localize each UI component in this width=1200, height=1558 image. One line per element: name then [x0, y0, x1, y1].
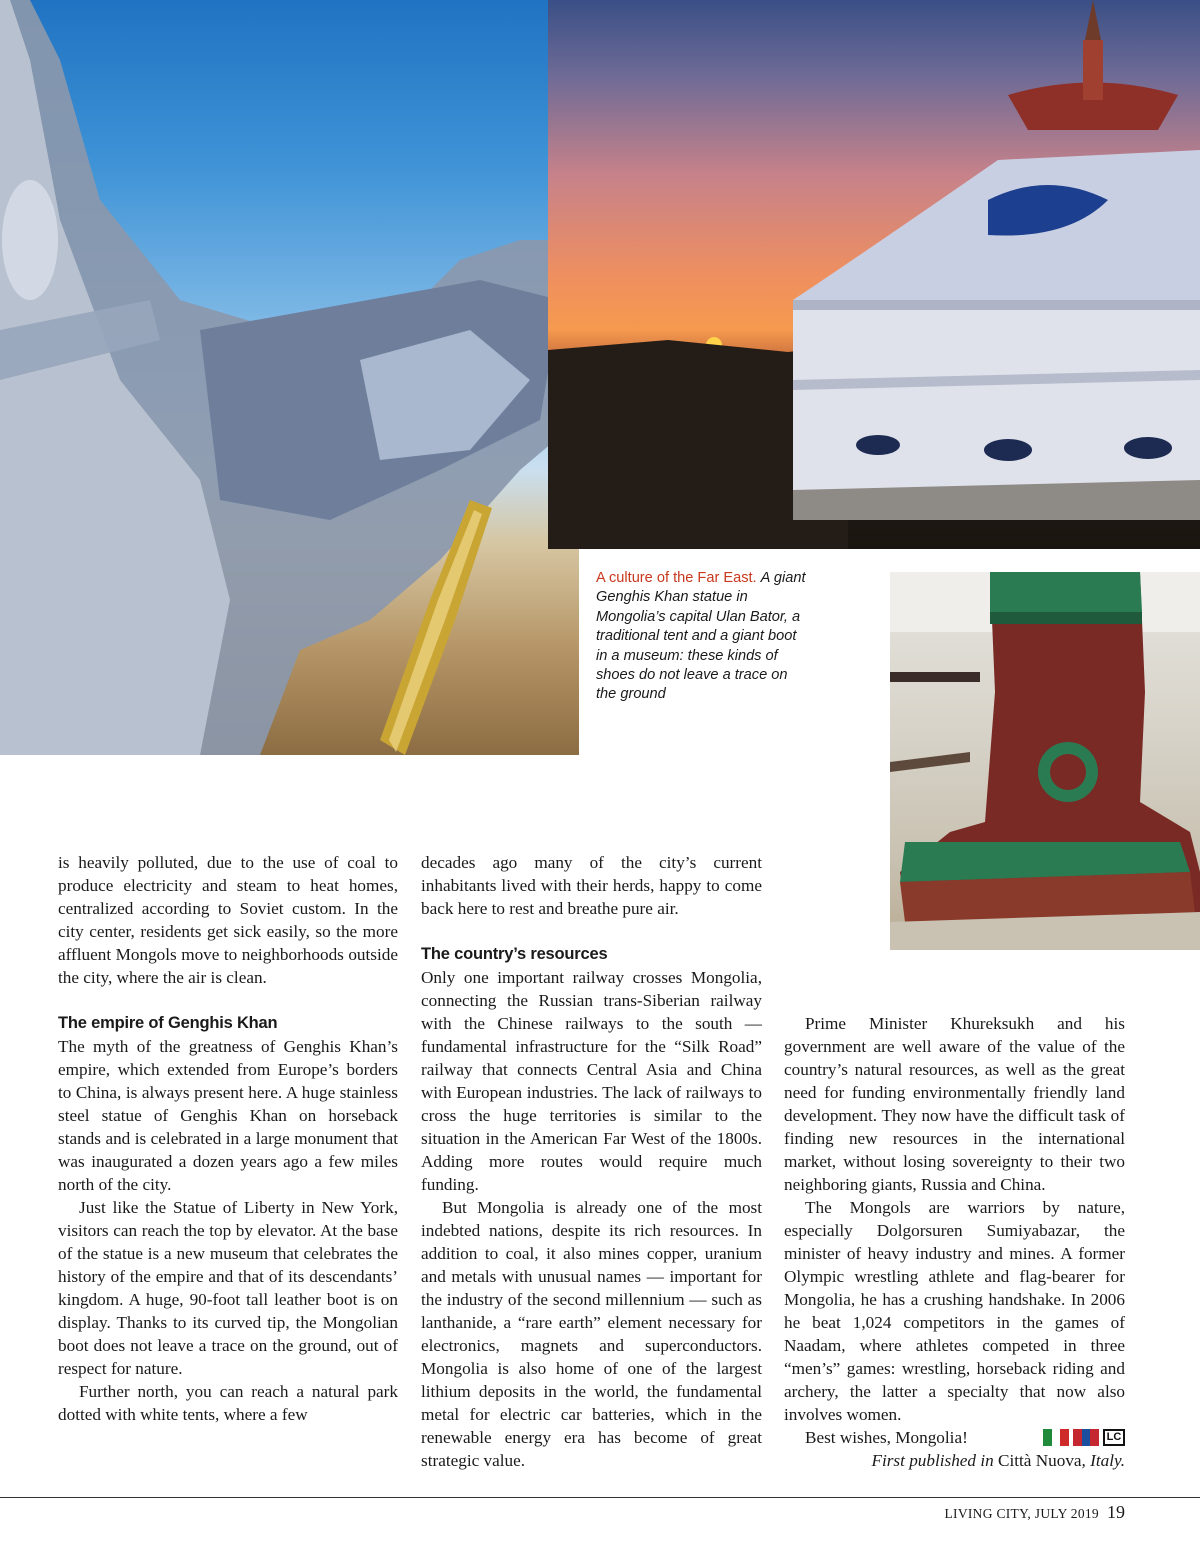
text-column-1: [58, 851, 398, 1426]
boot-photo: [890, 572, 1200, 950]
living-city-logo-icon: LC: [1103, 1429, 1125, 1446]
section-heading: The empire of Genghis Khan: [58, 1014, 278, 1032]
paragraph: Only one important railway crosses Mongolia, connecting the Russian trans-Siberian railway with the Chinese railways to the south — fundamental infrastructure for the “Silk Road” railway that connects Central Asia and China with European industries. The lack of railways to cross the huge territories is similar to the situation in the American Far West of the 1800s. Adding more routes would require much funding.: [421, 968, 762, 1194]
text-column-3: [784, 1012, 1125, 1472]
ger-illustration: [548, 0, 1200, 549]
caption-text: A giant Genghis Khan statue in Mongolia’s capital Ulan Bator, a traditional tent and a giant boot in a museum: these kinds of shoes do not leave a trace on the ground: [596, 570, 806, 703]
paragraph: But Mongolia is already one of the most indebted nations, despite its rich resources. In addition to coal, it also mines copper, uranium and metals with unusual names — important for the industry of the second millennium — such as lanthanide, a “rare earth” element necessary for electronics, magnets and superconductors. Mongolia is also home of one of the largest lithium deposits in the world, the fundamental metal for electric car batteries, which in the renewable energy era has become of great strategic value.: [421, 1198, 762, 1470]
paragraph: is heavily polluted, due to the use of coal to produce electricity and steam to heat homes, centralized according to Soviet custom. In the city center, residents get sick easily, so the more affluent Mongols move to neighborhoods outside the city, where the air is clean.: [58, 853, 398, 987]
paragraph: The Mongols are warriors by nature, especially Dolgorsuren Sumiyabazar, the minister of heavy industry and mines. A former Olympic wrestling athlete and flag-bearer for Mongolia, he has a crushing handshake. In 2006 he beat 1,024 competitors in the games of Naadam, where athletes competed in three “men’s” games: wrestling, horseback riding and archery, the latter a specialty that now also involves women.: [784, 1198, 1125, 1424]
paragraph: Prime Minister Khureksukh and his government are well aware of the value of the country’s natural resources, as well as the great need for funding environmentally friendly land development. They now have the difficult task of finding new resources in the international market, without losing sovereignty to their two neighboring giants, Russia and China.: [784, 1014, 1125, 1194]
mongolia-flag-icon: [1073, 1429, 1099, 1446]
paragraph: Just like the Statue of Liberty in New York, visitors can reach the top by elevator. At the base of the statue is a new museum that celebrates the history of the empire and that of its descendants’ kingdom. A huge, 90-foot tall leather boot is on display. Thanks to its curved tip, the Mongolian boot does not leave a trace on the ground, out of respect for nature.: [58, 1198, 398, 1378]
ger-photo: [548, 0, 1200, 549]
paragraph: decades ago many of the city’s current inhabitants lived with their herds, happy to come back here to rest and breathe pure air.: [421, 853, 762, 918]
statue-illustration: [0, 0, 579, 755]
signoff-text: Best wishes, Mongolia!: [805, 1428, 968, 1447]
photo-caption: [596, 569, 806, 705]
section-heading: The country’s resources: [421, 945, 608, 963]
flags-group: [1043, 1429, 1125, 1446]
magazine-issue: LIVING CITY, JULY 2019: [944, 1506, 1099, 1521]
page-number: 19: [1107, 1502, 1125, 1522]
paragraph: The myth of the greatness of Genghis Khan’s empire, which extended from Europe’s borders to China, is always present here. A huge stainless steel statue of Genghis Khan on horseback stands and is celebrated in a large monument that was inaugurated a dozen years ago a few miles north of the city.: [58, 1037, 398, 1194]
signoff-row: [784, 1426, 1125, 1449]
first-published-source: Città Nuova: [998, 1451, 1082, 1470]
first-published-suffix: , Italy.: [1081, 1451, 1125, 1470]
text-column-2: [421, 851, 762, 1472]
caption-lead: A culture of the Far East.: [596, 570, 757, 586]
footer-rule: [0, 1497, 1200, 1498]
boot-illustration: [890, 572, 1200, 950]
italy-flag-icon: [1043, 1429, 1069, 1446]
statue-photo: [0, 0, 579, 755]
paragraph: Further north, you can reach a natural park dotted with white tents, where a few: [58, 1382, 398, 1424]
first-published-note: [784, 1449, 1125, 1472]
page-footer: [945, 1502, 1126, 1523]
first-published-prefix: First published in: [871, 1451, 994, 1470]
